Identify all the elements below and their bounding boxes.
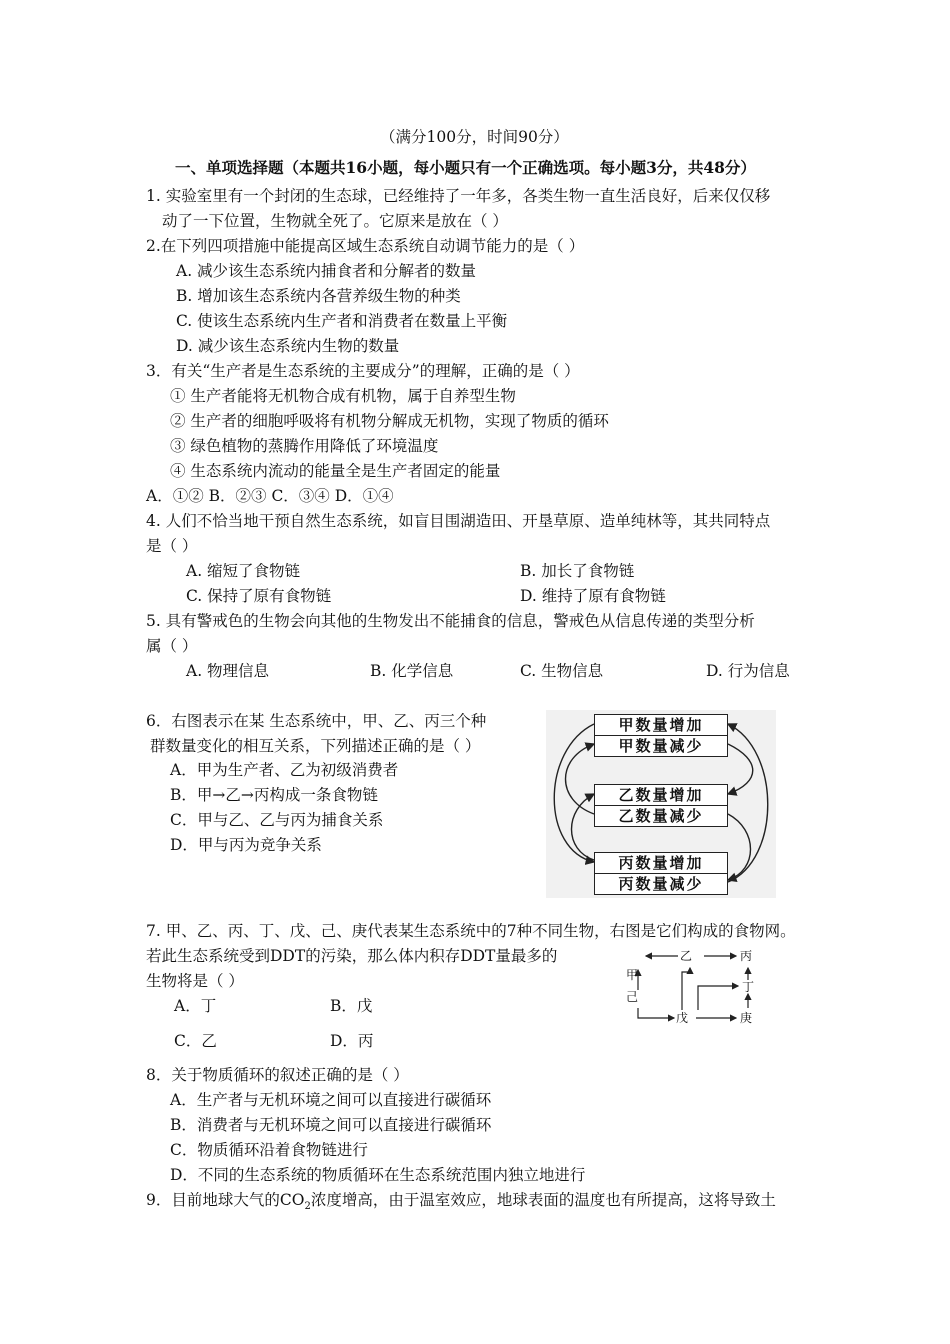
question-9-subscript: 2 (304, 1201, 311, 1213)
figure-label-bing-increase: 丙数量增加 (594, 852, 728, 874)
population-relationship-figure (546, 710, 776, 898)
question-4-line-2: 是（ ） (146, 537, 198, 555)
question-8-option-c: C．物质循环沿着食物链进行 (170, 1141, 368, 1159)
food-web-node-ji: 己 (626, 990, 639, 1004)
question-2-stem: 2.在下列四项措施中能提高区域生态系统自动调节能力的是（ ） (146, 237, 585, 255)
score-time-note: （满分100分，时间90分） (380, 128, 569, 146)
question-5-line-1: 5. 具有警戒色的生物会向其他的生物发出不能捕食的信息，警戒色从信息传递的类型分析 (146, 612, 755, 630)
question-3-item-4: ④ 生态系统内流动的能量全是生产者固定的能量 (170, 462, 501, 480)
question-6-line-1: 6．右图表示在某 生态系统中，甲、乙、丙三个种 (146, 712, 487, 730)
figure-label-bing-decrease: 丙数量减少 (594, 873, 728, 895)
question-2-option-a: A. 减少该生态系统内捕食者和分解者的数量 (176, 262, 477, 280)
question-7-option-c: C．乙 (174, 1032, 217, 1050)
question-7-option-d: D．丙 (330, 1032, 374, 1050)
question-8-option-d: D．不同的生态系统的物质循环在生态系统范围内独立地进行 (170, 1166, 586, 1184)
figure-label-yi-increase: 乙数量增加 (594, 784, 728, 806)
question-5-option-b: B. 化学信息 (370, 662, 454, 680)
question-9-text-start: 9．目前地球大气的CO (146, 1191, 305, 1209)
food-web-node-ding: 丁 (742, 980, 755, 994)
question-6-option-a: A．甲为生产者、乙为初级消费者 (170, 761, 399, 779)
question-2-option-b: B. 增加该生态系统内各营养级生物的种类 (176, 287, 461, 305)
food-web-node-wu: 戊 (676, 1011, 689, 1025)
food-web-node-geng: 庚 (740, 1011, 753, 1025)
question-5-option-a: A. 物理信息 (186, 662, 270, 680)
question-1-line-1: 1. 实验室里有一个封闭的生态球，已经维持了一年多，各类生物一直生活良好，后来仅仅移 (146, 187, 771, 205)
question-3-item-3: ③ 绿色植物的蒸腾作用降低了环境温度 (170, 437, 439, 455)
question-6-line-2: 群数量变化的相互关系，下列描述正确的是（ ） (150, 737, 481, 755)
question-7-option-a: A．丁 (174, 997, 217, 1015)
question-6-option-b: B．甲→乙→丙构成一条食物链 (170, 786, 378, 804)
question-3-options: A．①② B．②③ C．③④ D．①④ (146, 487, 394, 505)
food-web-node-jia: 甲 (626, 968, 639, 982)
question-1-line-2: 动了一下位置，生物就全死了。它原来是放在（ ） (162, 212, 508, 230)
question-5-option-c: C. 生物信息 (520, 662, 604, 680)
question-6-option-c: C．甲与乙、乙与丙为捕食关系 (170, 811, 384, 829)
question-8-option-a: A．生产者与无机环境之间可以直接进行碳循环 (170, 1091, 492, 1109)
question-3-stem: 3．有关“生产者是生态系统的主要成分”的理解，正确的是（ ） (146, 362, 580, 380)
food-web-figure (612, 946, 772, 1032)
question-5-line-2: 属（ ） (146, 637, 198, 655)
question-7-line-2: 若此生态系统受到DDT的污染，那么体内积存DDT量最多的 (146, 947, 558, 965)
section-heading: 一、单项选择题（本题共16小题，每小题只有一个正确选项。每小题3分，共48分） (175, 158, 756, 177)
question-2-option-c: C. 使该生态系统内生产者和消费者在数量上平衡 (176, 312, 508, 330)
food-web-node-yi: 乙 (680, 949, 693, 963)
question-9-line-1 (146, 1190, 776, 1217)
question-3-item-2: ② 生产者的细胞呼吸将有机物分解成无机物，实现了物质的循环 (170, 412, 609, 430)
question-4-option-b: B. 加长了食物链 (520, 562, 635, 580)
question-7-line-1: 7. 甲、乙、丙、丁、戊、己、庚代表某生态系统中的7种不同生物，右图是它们构成的食物网。 (146, 922, 796, 940)
question-4-option-c: C. 保持了原有食物链 (186, 587, 332, 605)
question-9-text-end: 浓度增高，由于温室效应，地球表面的温度也有所提高，这将导致土 (310, 1191, 776, 1209)
question-8-option-b: B．消费者与无机环境之间可以直接进行碳循环 (170, 1116, 492, 1134)
question-4-option-a: A. 缩短了食物链 (186, 562, 301, 580)
question-6-option-d: D．甲与丙为竞争关系 (170, 836, 322, 854)
question-7-line-3: 生物将是（ ） (146, 972, 244, 990)
question-4-option-d: D. 维持了原有食物链 (520, 587, 666, 605)
question-2-option-d: D. 减少该生态系统内生物的数量 (176, 337, 400, 355)
question-3-item-1: ① 生产者能将无机物合成有机物，属于自养型生物 (170, 387, 516, 405)
question-4-line-1: 4. 人们不恰当地干预自然生态系统，如盲目围湖造田、开垦草原、造单纯林等，其共同特点 (146, 512, 771, 530)
figure-label-yi-decrease: 乙数量减少 (594, 805, 728, 827)
question-7-option-b: B．戊 (330, 997, 373, 1015)
figure-label-jia-increase: 甲数量增加 (594, 714, 728, 736)
question-5-option-d: D. 行为信息 (706, 662, 790, 680)
figure-label-jia-decrease: 甲数量减少 (594, 735, 728, 757)
question-8-stem: 8．关于物质循环的叙述正确的是（ ） (146, 1066, 409, 1084)
food-web-node-bing: 丙 (740, 949, 753, 963)
